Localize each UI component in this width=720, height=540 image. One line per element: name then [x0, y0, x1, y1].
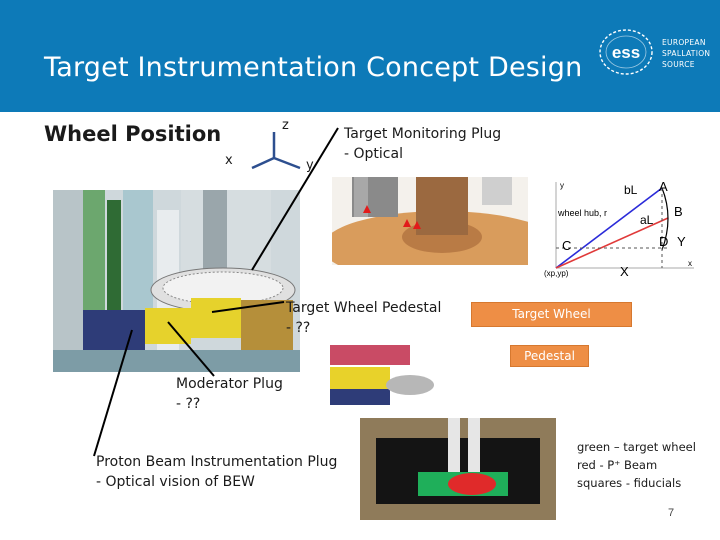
diagram-label-Y: Y	[677, 234, 686, 249]
target-monitoring-plug-label	[344, 124, 501, 164]
label-line: Target Monitoring Plug	[344, 126, 502, 142]
label-line: - ??	[176, 396, 201, 412]
axis-x-label: x	[225, 153, 233, 168]
label-line: - Optical vision of BEW	[96, 474, 255, 490]
color-legend	[577, 438, 696, 492]
moderator-plug-label	[176, 374, 283, 414]
label-line: - ??	[286, 320, 311, 336]
diagram-label-B: B	[674, 204, 683, 219]
axis-z-label: z	[282, 118, 289, 133]
pedestal-box: Pedestal	[510, 345, 589, 367]
diagram-label-bL: bL	[624, 183, 638, 197]
page-title: Target Instrumentation Concept Design	[44, 52, 583, 83]
diagram-label-X: X	[620, 264, 629, 279]
logo-word: SOURCE	[662, 60, 695, 69]
label-line: Target Wheel Pedestal	[286, 300, 442, 316]
diagram-y-axis-label: y	[560, 181, 564, 190]
wheel-position-heading: Wheel Position	[44, 122, 222, 146]
logo-word: EUROPEAN	[662, 38, 706, 47]
diagram-label-C: C	[562, 238, 572, 253]
diagram-label-D: D	[659, 234, 669, 249]
legend-item: red - P⁺ Beam	[577, 458, 658, 472]
diagram-label-hub: wheel hub, r	[558, 208, 608, 218]
label-line: Moderator Plug	[176, 376, 283, 392]
legend-item: green – target wheel	[577, 440, 696, 454]
page-number: 7	[668, 507, 675, 519]
label-line: Proton Beam Instrumentation Plug	[96, 454, 338, 470]
logo-word: SPALLATION	[662, 49, 711, 58]
diagram-label-origin: (xp,yp)	[544, 269, 569, 278]
diagram-label-aL: aL	[640, 213, 654, 227]
target-wheel-pedestal-label	[286, 298, 441, 338]
axis-y-label: y	[306, 158, 314, 173]
diagram-x-axis-label: x	[688, 259, 692, 268]
label-line: - Optical	[344, 146, 403, 162]
target-wheel-box: Target Wheel	[471, 302, 632, 327]
diagram-label-A: A	[659, 179, 668, 194]
logo-mark-text: ess	[611, 43, 641, 62]
legend-item: squares - fiducials	[577, 476, 682, 490]
proton-beam-plug-label	[96, 452, 337, 492]
